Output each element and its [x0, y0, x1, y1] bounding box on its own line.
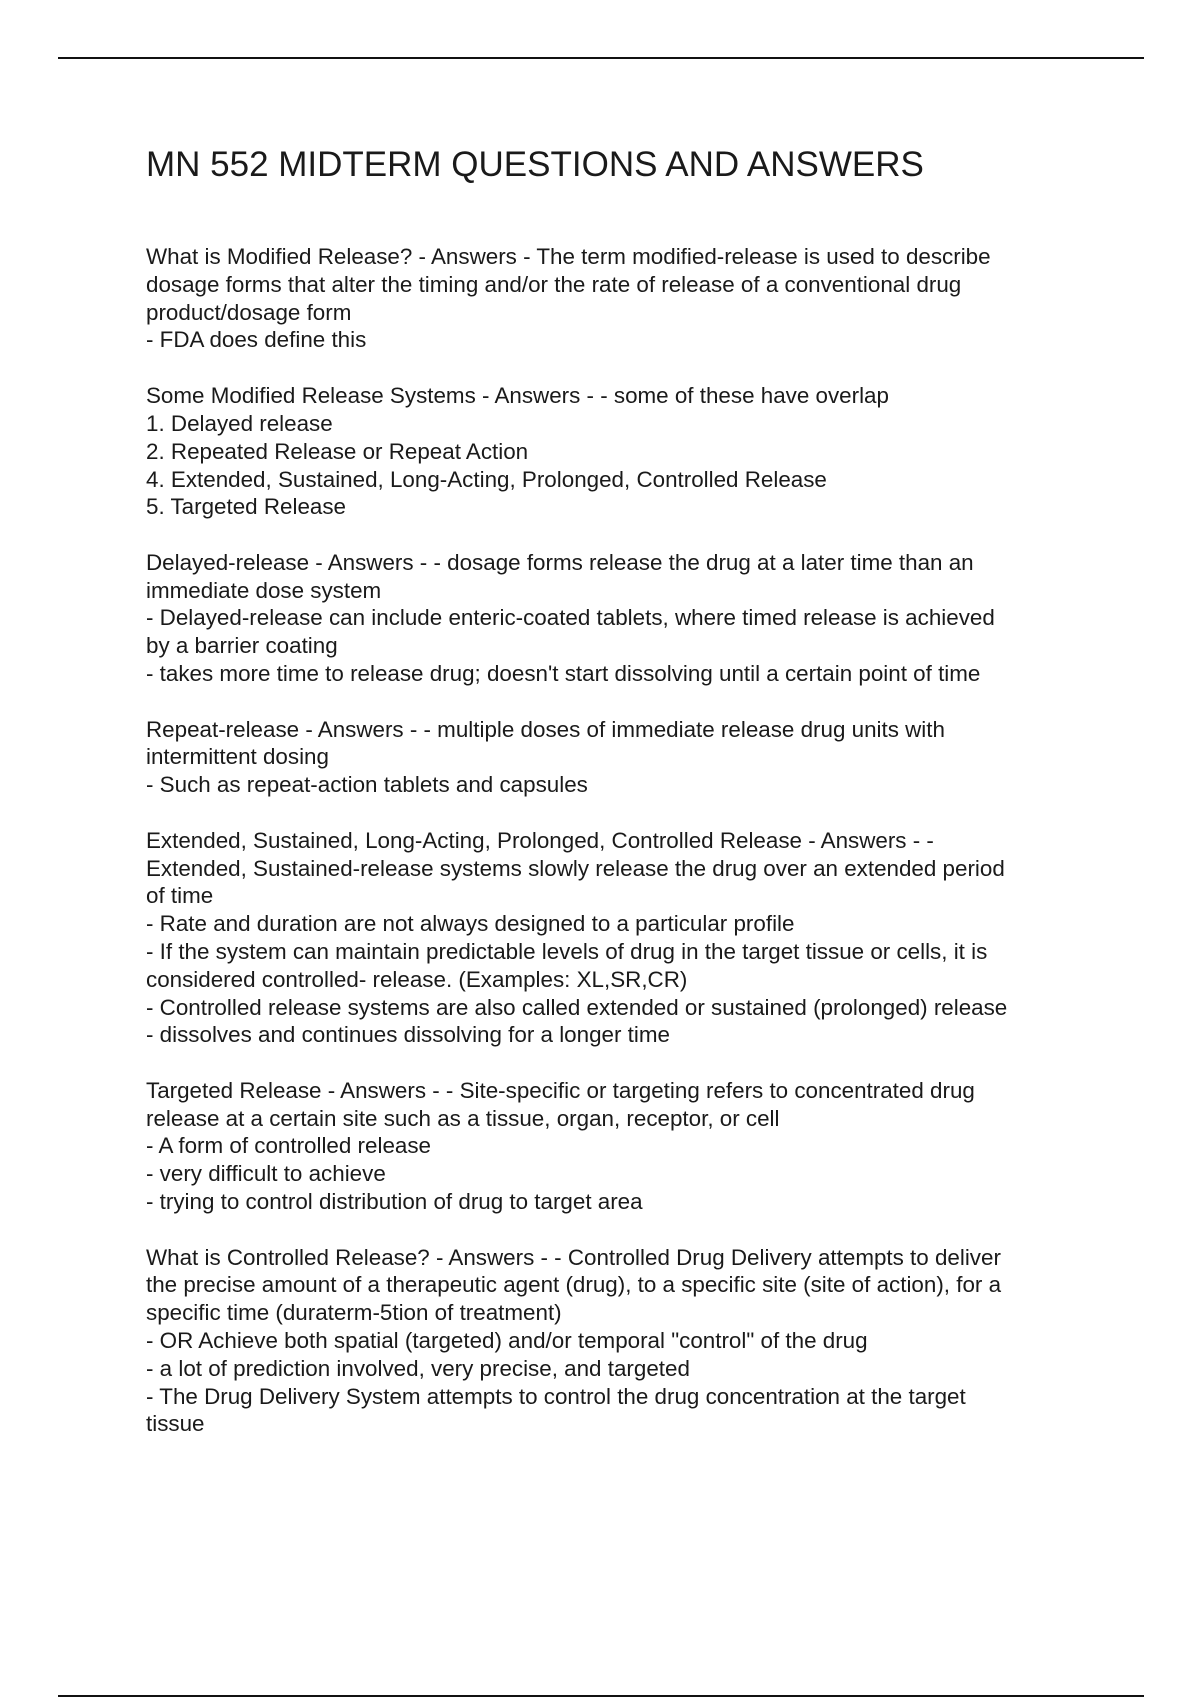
text-line: 1. Delayed release: [146, 411, 333, 436]
bottom-divider: [58, 1695, 1144, 1697]
document-title: MN 552 MIDTERM QUESTIONS AND ANSWERS: [146, 145, 924, 184]
text-line: Some Modified Release Systems - Answers - - some of these have overlap: [146, 383, 889, 408]
text-line: - FDA does define this: [146, 327, 367, 352]
text-line: release at a certain site such as a tissue, organ, receptor, or cell: [146, 1106, 780, 1131]
text-line: Delayed-release - Answers - - dosage forms release the drug at a later time than an: [146, 550, 974, 575]
text-line: 4. Extended, Sustained, Long-Acting, Prolonged, Controlled Release: [146, 467, 827, 492]
text-line: - If the system can maintain predictable levels of drug in the target tissue or cells, it is: [146, 939, 988, 964]
text-line: What is Modified Release? - Answers - The term modified-release is used to describe: [146, 244, 991, 269]
text-line: - takes more time to release drug; doesn't start dissolving until a certain point of time: [146, 661, 981, 686]
text-line: - The Drug Delivery System attempts to control the drug concentration at the target: [146, 1384, 966, 1409]
text-line: immediate dose system: [146, 578, 382, 603]
text-line: product/dosage form: [146, 300, 352, 325]
text-line: - dissolves and continues dissolving for a longer time: [146, 1022, 670, 1047]
text-line: considered controlled- release. (Examples: XL,SR,CR): [146, 967, 688, 992]
text-line: - Rate and duration are not always designed to a particular profile: [146, 911, 795, 936]
text-line: - Controlled release systems are also called extended or sustained (prolonged) release: [146, 995, 1008, 1020]
text-line: 5. Targeted Release: [146, 494, 346, 519]
text-line: - OR Achieve both spatial (targeted) and/or temporal "control" of the drug: [146, 1328, 868, 1353]
text-line: What is Controlled Release? - Answers - - Controlled Drug Delivery attempts to deliver: [146, 1245, 1001, 1270]
top-divider: [58, 57, 1144, 59]
text-line: the precise amount of a therapeutic agent (drug), to a specific site (site of action), for a: [146, 1272, 1002, 1297]
text-line: - trying to control distribution of drug to target area: [146, 1189, 643, 1214]
text-line: Extended, Sustained-release systems slowly release the drug over an extended period: [146, 856, 1005, 881]
text-line: of time: [146, 883, 214, 908]
text-line: - Delayed-release can include enteric-coated tablets, where timed release is achieved: [146, 605, 995, 630]
text-line: - Such as repeat-action tablets and capsules: [146, 772, 588, 797]
text-line: - a lot of prediction involved, very precise, and targeted: [146, 1356, 690, 1381]
text-line: Repeat-release - Answers - - multiple doses of immediate release drug units with: [146, 717, 945, 742]
text-line: Extended, Sustained, Long-Acting, Prolonged, Controlled Release - Answers - -: [146, 828, 934, 853]
text-line: dosage forms that alter the timing and/or the rate of release of a conventional drug: [146, 272, 962, 297]
text-line: Targeted Release - Answers - - Site-specific or targeting refers to concentrated drug: [146, 1078, 975, 1103]
text-line: by a barrier coating: [146, 633, 338, 658]
text-line: intermittent dosing: [146, 744, 329, 769]
text-line: specific time (duraterm-5tion of treatment): [146, 1300, 562, 1325]
text-line: - very difficult to achieve: [146, 1161, 386, 1186]
text-line: 2. Repeated Release or Repeat Action: [146, 439, 529, 464]
text-line: tissue: [146, 1411, 205, 1436]
text-line: - A form of controlled release: [146, 1133, 431, 1158]
